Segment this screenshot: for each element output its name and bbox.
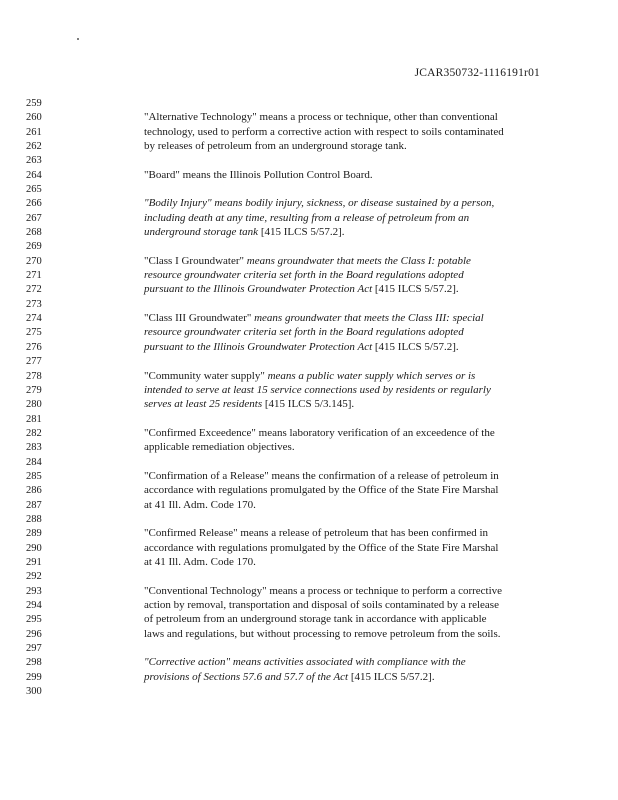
text-segment: "Confirmed Release" means a release of petroleum that has been confirmed in bbox=[144, 527, 489, 540]
text-segment: [415 ILCS 5/3.145]. bbox=[262, 398, 355, 411]
text-segment: "Class III Groundwater" bbox=[144, 312, 255, 325]
line-number: 286 bbox=[26, 485, 42, 497]
line-text bbox=[144, 613, 487, 626]
line-number: 259 bbox=[26, 98, 42, 109]
line-text bbox=[144, 398, 354, 411]
line-number: 263 bbox=[26, 155, 42, 167]
line-number: 281 bbox=[26, 413, 42, 425]
line-number: 285 bbox=[26, 470, 42, 482]
text-segment: "Community water supply" bbox=[144, 369, 268, 382]
line-text bbox=[144, 470, 499, 483]
text-segment: applicable remediation objectives. bbox=[144, 441, 295, 454]
line-text bbox=[144, 599, 499, 612]
line-number: 298 bbox=[26, 657, 42, 669]
line-text bbox=[144, 585, 502, 598]
line-number: 287 bbox=[26, 499, 42, 511]
italic-text-segment: underground storage tank bbox=[144, 226, 259, 239]
line-number: 283 bbox=[26, 442, 42, 454]
line-number: 299 bbox=[26, 671, 42, 683]
text-segment: "Alternative Technology" means a process or technique, other than conventional bbox=[144, 111, 498, 124]
line-text bbox=[144, 542, 498, 555]
line-number: 275 bbox=[26, 327, 42, 339]
line-number: 277 bbox=[26, 356, 42, 368]
text-segment: accordance with regulations promulgated by the Office of the State Fire Marshal bbox=[144, 484, 499, 497]
text-segment: "Class I Groundwater" bbox=[144, 254, 247, 267]
line-text bbox=[144, 370, 475, 383]
line-number: 260 bbox=[26, 112, 42, 124]
line-text bbox=[144, 441, 295, 454]
italic-text-segment: pursuant to the Illinois Groundwater Protection Act bbox=[144, 340, 373, 353]
line-text bbox=[144, 484, 498, 497]
text-segment: accordance with regulations promulgated by the Office of the State Fire Marshal bbox=[144, 541, 499, 554]
line-number: 293 bbox=[26, 585, 42, 597]
line-number: 294 bbox=[26, 599, 42, 611]
line-number: 280 bbox=[26, 399, 42, 411]
line-text bbox=[144, 312, 484, 325]
line-number: 268 bbox=[26, 227, 42, 239]
text-segment: action by removal, transportation and disposal of soils contaminated by a release bbox=[144, 598, 499, 611]
line-number: 272 bbox=[26, 284, 42, 296]
line-number: 282 bbox=[26, 427, 42, 439]
text-segment: technology, used to perform a corrective action with respect to soils contaminated bbox=[144, 125, 504, 138]
line-number: 284 bbox=[26, 456, 42, 468]
line-number: 273 bbox=[26, 298, 42, 310]
text-segment: laws and regulations, but without processing to remove petroleum from the soils. bbox=[144, 627, 501, 640]
text-segment: "Board" means the Illinois Pollution Control Board. bbox=[144, 168, 373, 181]
line-text bbox=[144, 283, 459, 296]
line-number: 289 bbox=[26, 528, 42, 540]
line-number: 262 bbox=[26, 141, 42, 152]
line-text bbox=[144, 527, 488, 540]
text-segment: of petroleum from an underground storage tank in accordance with applicable bbox=[144, 613, 487, 626]
text-segment: at 41 Ill. Adm. Code 170. bbox=[144, 498, 256, 511]
line-text bbox=[144, 269, 464, 282]
line-text bbox=[144, 197, 494, 210]
line-text bbox=[144, 656, 466, 669]
line-text bbox=[144, 111, 498, 124]
italic-text-segment: resource groundwater criteria set forth in the Board regulations adopted bbox=[144, 326, 464, 339]
line-number: 264 bbox=[26, 169, 42, 181]
italic-text-segment: including death at any time, resulting from a release of petroleum from an bbox=[144, 211, 470, 224]
text-segment: "Confirmed Exceedence" means laboratory verification of an exceedence of the bbox=[144, 426, 495, 439]
line-number: 296 bbox=[26, 628, 42, 640]
line-number: 279 bbox=[26, 384, 42, 396]
line-text bbox=[144, 126, 504, 139]
line-text bbox=[144, 628, 501, 641]
italic-text-segment: serves at least 25 residents bbox=[144, 398, 263, 411]
line-number: 288 bbox=[26, 513, 42, 525]
text-segment: [415 ILCS 5/57.2]. bbox=[372, 283, 459, 296]
scan-speck bbox=[77, 38, 79, 40]
text-segment: [415 ILCS 5/57.2]. bbox=[258, 226, 345, 239]
line-text bbox=[144, 255, 471, 268]
line-number: 265 bbox=[26, 184, 42, 195]
line-number: 276 bbox=[26, 341, 42, 353]
line-number: 261 bbox=[26, 126, 42, 138]
line-number: 278 bbox=[26, 370, 42, 382]
line-number: 290 bbox=[26, 542, 42, 554]
italic-text-segment: resource groundwater criteria set forth in the Board regulations adopted bbox=[144, 269, 464, 282]
line-number: 269 bbox=[26, 241, 42, 253]
line-number: 267 bbox=[26, 212, 42, 224]
italic-text-segment: "Corrective action" means activities associated with compliance with the bbox=[144, 656, 466, 669]
italic-text-segment: "Bodily Injury" means bodily injury, sickness, or disease sustained by a person, bbox=[144, 197, 495, 210]
line-text bbox=[144, 384, 491, 397]
document-id-header: JCAR350732-1116191r01 bbox=[414, 67, 540, 79]
line-number: 266 bbox=[26, 198, 42, 210]
italic-text-segment: means groundwater that meets the Class III: special bbox=[254, 312, 484, 325]
line-number: 291 bbox=[26, 556, 42, 568]
line-text bbox=[144, 226, 345, 239]
italic-text-segment: means a public water supply which serves or is bbox=[267, 369, 476, 382]
text-segment: [415 ILCS 5/57.2]. bbox=[372, 340, 459, 353]
italic-text-segment: provisions of Sections 57.6 and 57.7 of the Act bbox=[144, 670, 349, 683]
text-segment: "Confirmation of a Release" means the confirmation of a release of petroleum in bbox=[144, 469, 499, 482]
line-text bbox=[144, 499, 256, 512]
text-segment: "Conventional Technology" means a process or technique to perform a corrective bbox=[144, 584, 503, 597]
line-number: 271 bbox=[26, 270, 42, 282]
text-segment: by releases of petroleum from an underground storage tank. bbox=[144, 140, 407, 152]
text-segment: at 41 Ill. Adm. Code 170. bbox=[144, 555, 256, 568]
italic-text-segment: means groundwater that meets the Class I: potable bbox=[246, 254, 471, 267]
line-text bbox=[144, 427, 495, 440]
line-text bbox=[144, 140, 407, 153]
line-text bbox=[144, 556, 256, 569]
italic-text-segment: pursuant to the Illinois Groundwater Protection Act bbox=[144, 283, 373, 296]
line-number: 297 bbox=[26, 642, 42, 654]
line-text bbox=[144, 326, 464, 339]
line-number: 270 bbox=[26, 255, 42, 267]
line-text bbox=[144, 212, 469, 225]
line-number: 274 bbox=[26, 313, 42, 325]
line-text bbox=[144, 341, 459, 354]
line-number: 300 bbox=[26, 685, 42, 697]
text-segment: [415 ILCS 5/57.2]. bbox=[348, 670, 435, 683]
line-text bbox=[144, 169, 373, 182]
line-number: 292 bbox=[26, 571, 42, 583]
line-text bbox=[144, 671, 435, 684]
line-number: 295 bbox=[26, 614, 42, 626]
italic-text-segment: intended to serve at least 15 service connections used by residents or regularly bbox=[144, 383, 491, 396]
